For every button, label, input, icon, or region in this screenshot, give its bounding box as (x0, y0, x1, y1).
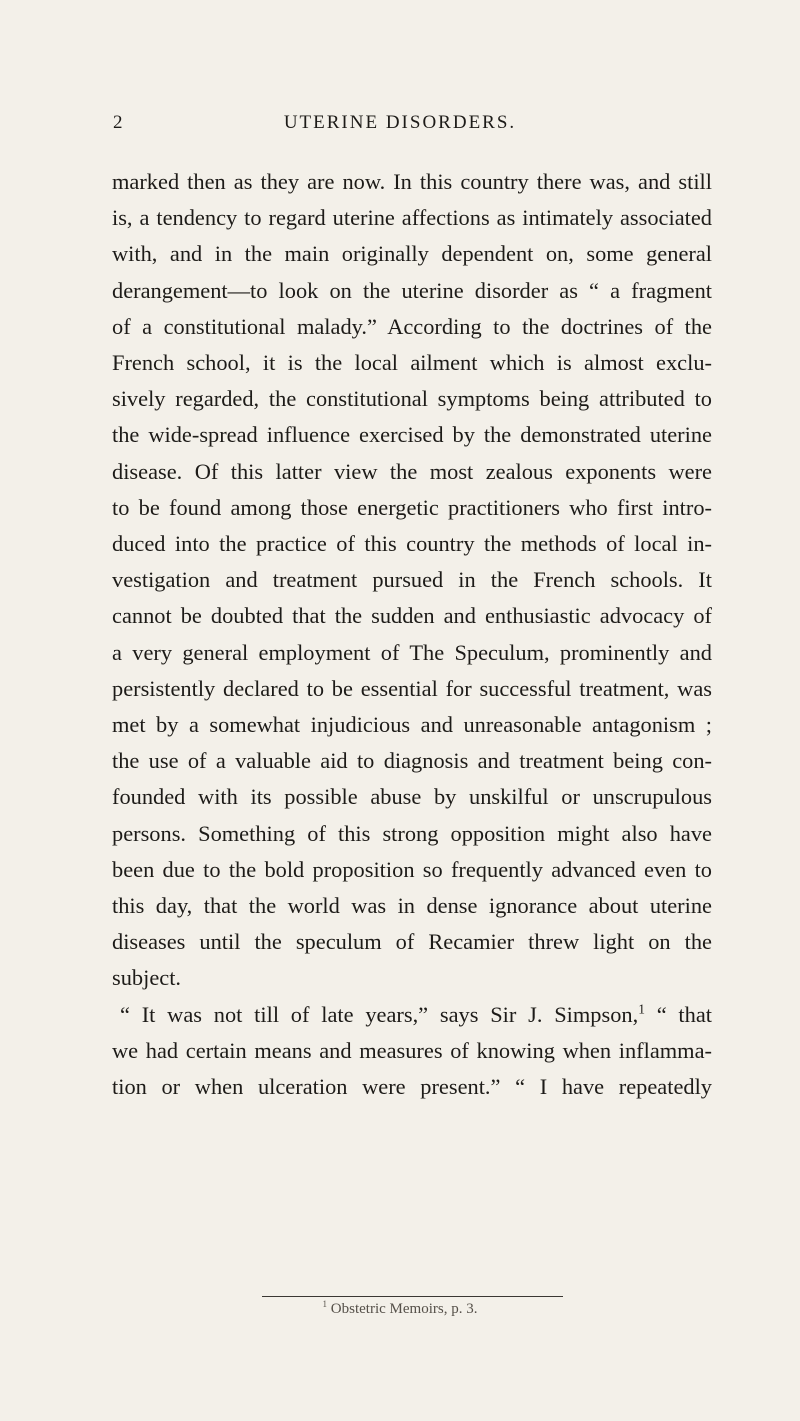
text-line: derangement—to look on the uterine disorder as “ a fragment (112, 277, 712, 303)
running-head (0, 112, 800, 142)
footnote-text: Obstetric Memoirs, p. 3. (327, 1301, 478, 1317)
text-line: vestigation and treatment pursued in the French schools. It (112, 567, 712, 593)
running-title: UTERINE DISORDERS. (283, 112, 517, 133)
text-line: met by a somewhat injudicious and unreasonable antagonism ; (112, 712, 712, 738)
footnote-marker: 1 (322, 1299, 328, 1309)
text-line: diseases until the speculum of Recamier threw light on the (112, 929, 712, 955)
body-text (112, 164, 712, 1105)
paragraph-end-line: subject. (112, 965, 182, 991)
footnote-reference: 1 (638, 1001, 645, 1017)
text-line: been due to the bold proposition so frequently advanced even to (112, 856, 712, 882)
page-number: 2 (113, 112, 125, 133)
text-line: to be found among those energetic practitioners who first intro- (112, 494, 712, 520)
text-line: persistently declared to be essential for successful treatment, was (112, 675, 712, 701)
quote-line (112, 997, 712, 1033)
text-line: the wide-spread influence exercised by the demonstrated uterine (112, 422, 712, 448)
quote-text-continued: “ that (644, 1001, 712, 1027)
text-line: this day, that the world was in dense ignorance about uterine (112, 893, 712, 919)
text-line: the use of a valuable aid to diagnosis and treatment being con- (112, 748, 712, 774)
text-line: a very general employment of The Speculum, prominently and (112, 639, 712, 665)
text-line: with, and in the main originally dependent on, some general (112, 241, 712, 267)
text-line: sively regarded, the constitutional symptoms being attributed to (112, 386, 712, 412)
text-line: disease. Of this latter view the most zealous exponents were (112, 458, 712, 484)
text-line: French school, it is the local ailment which is almost exclu- (112, 350, 712, 376)
text-line: is, a tendency to regard uterine affections as intimately associated (112, 205, 712, 231)
quote-text: “ It was not till of late years,” says Sir J. Simpson, (120, 1001, 639, 1027)
text-line: cannot be doubted that the sudden and enthusiastic advocacy of (112, 603, 712, 629)
footnote (0, 1301, 800, 1318)
text-line: persons. Something of this strong opposition might also have (112, 820, 712, 846)
footnote-divider (262, 1296, 563, 1297)
text-line: we had certain means and measures of knowing when inflamma- (112, 1037, 712, 1063)
text-line: of a constitutional malady.” According to the doctrines of the (112, 313, 712, 339)
text-line: tion or when ulceration were present.” “ I have repeatedly (112, 1074, 712, 1100)
text-line: duced into the practice of this country the methods of local in- (112, 531, 712, 557)
text-line: marked then as they are now. In this country there was, and still (112, 169, 712, 194)
text-line: founded with its possible abuse by unskilful or unscrupulous (112, 784, 712, 810)
